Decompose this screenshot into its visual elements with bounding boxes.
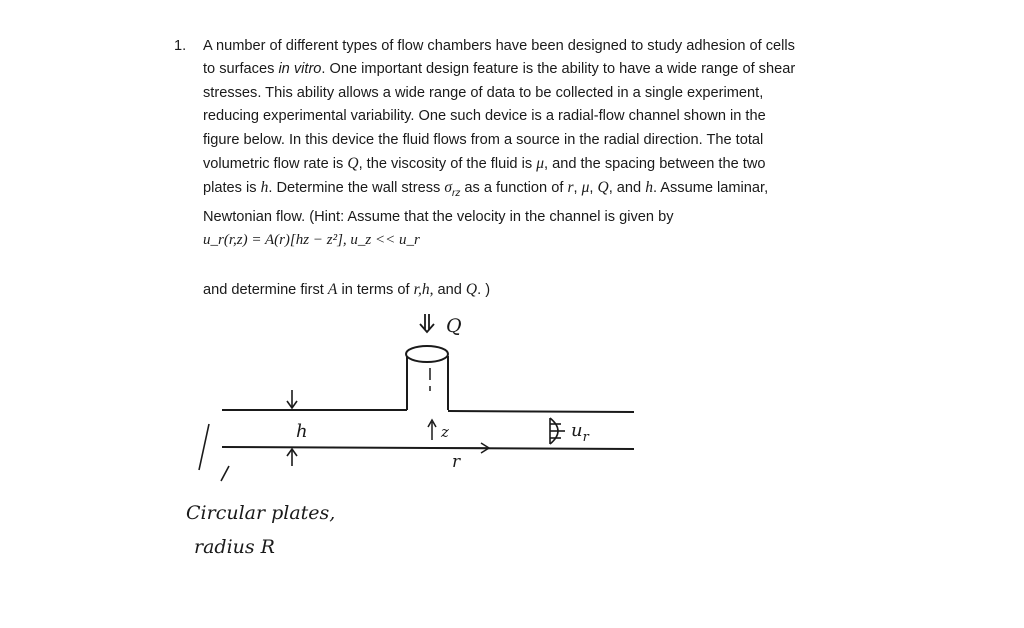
text-segment: A number of different types of flow chambers have been designed to study adhesion of cells: [203, 38, 795, 54]
z-axis-arrow: [428, 420, 436, 440]
text-segment: stresses. This ability allows a wide range of data to be collected in a single experiment,: [203, 84, 764, 101]
text-segment: , the viscosity of the fluid is: [358, 156, 537, 173]
text-segment: h: [645, 179, 653, 197]
text-segment: μ: [536, 155, 544, 173]
text-segment: plates is: [203, 180, 261, 197]
z-axis-label: z: [441, 423, 449, 441]
text-segment: figure below. In this device the fluid flows from a source in the radial direction. The total: [203, 131, 764, 148]
text-segment: . One important design feature is the ability to have a wide range of shear: [321, 61, 796, 78]
text-segment: μ: [581, 179, 590, 197]
gap-label: h: [296, 421, 308, 442]
closing-segment: and determine first: [203, 282, 328, 298]
text-segment: volumetric flow rate is: [203, 156, 348, 173]
text-segment: . Assume laminar,: [652, 180, 769, 197]
velocity-label: $u_r$: [571, 420, 589, 445]
text-segment: . Determine the wall stress: [268, 180, 445, 197]
flow-rate-q: Q: [446, 315, 462, 337]
velocity-profile-icon: [550, 418, 565, 444]
closing-segment: . ): [477, 282, 491, 298]
text-segment: σ: [444, 179, 452, 197]
velocity-equation: u_r(r,z) = A(r)[hz − z²], u_z << u_r: [203, 232, 420, 249]
text-segment: reducing experimental variability. One such device is a radial-flow channel shown in the: [203, 108, 766, 125]
closing-segment: A: [327, 281, 338, 298]
text-segment: h: [260, 179, 269, 197]
flow-down-arrow-icon: [420, 314, 434, 332]
text-segment: to surfaces: [203, 61, 279, 78]
closing-segment: in terms of: [337, 282, 414, 298]
text-segment: as a function of: [460, 180, 568, 197]
text-segment: Newtonian flow. (Hint: Assume that the velocity in the channel is given by: [203, 208, 674, 225]
text-segment: , and: [608, 180, 646, 197]
text-segment: rz: [452, 188, 461, 200]
closing-segment: Q: [465, 281, 478, 298]
closing-segment: r,h,: [413, 281, 434, 298]
top-plate: [222, 410, 634, 412]
figure-caption-line-1: Circular plates,: [186, 502, 336, 524]
r-axis-arrow: [436, 443, 489, 453]
source-tube: [406, 346, 448, 410]
text-segment: in vitro: [278, 61, 322, 78]
text-segment: Q: [597, 179, 609, 197]
plate-edge-marks: [199, 424, 229, 481]
bottom-plate: [222, 447, 634, 449]
text-segment: , and the spacing between the two: [543, 156, 766, 173]
text-segment: ,: [589, 180, 598, 197]
closing-segment: and: [433, 282, 466, 298]
text-segment: ,: [573, 180, 582, 197]
text-segment: r: [567, 179, 574, 197]
figure-caption-line-2: radius R: [194, 536, 275, 558]
text-segment: Q: [347, 155, 359, 173]
question-number: 1.: [174, 38, 187, 54]
r-axis-label: r: [452, 452, 461, 472]
